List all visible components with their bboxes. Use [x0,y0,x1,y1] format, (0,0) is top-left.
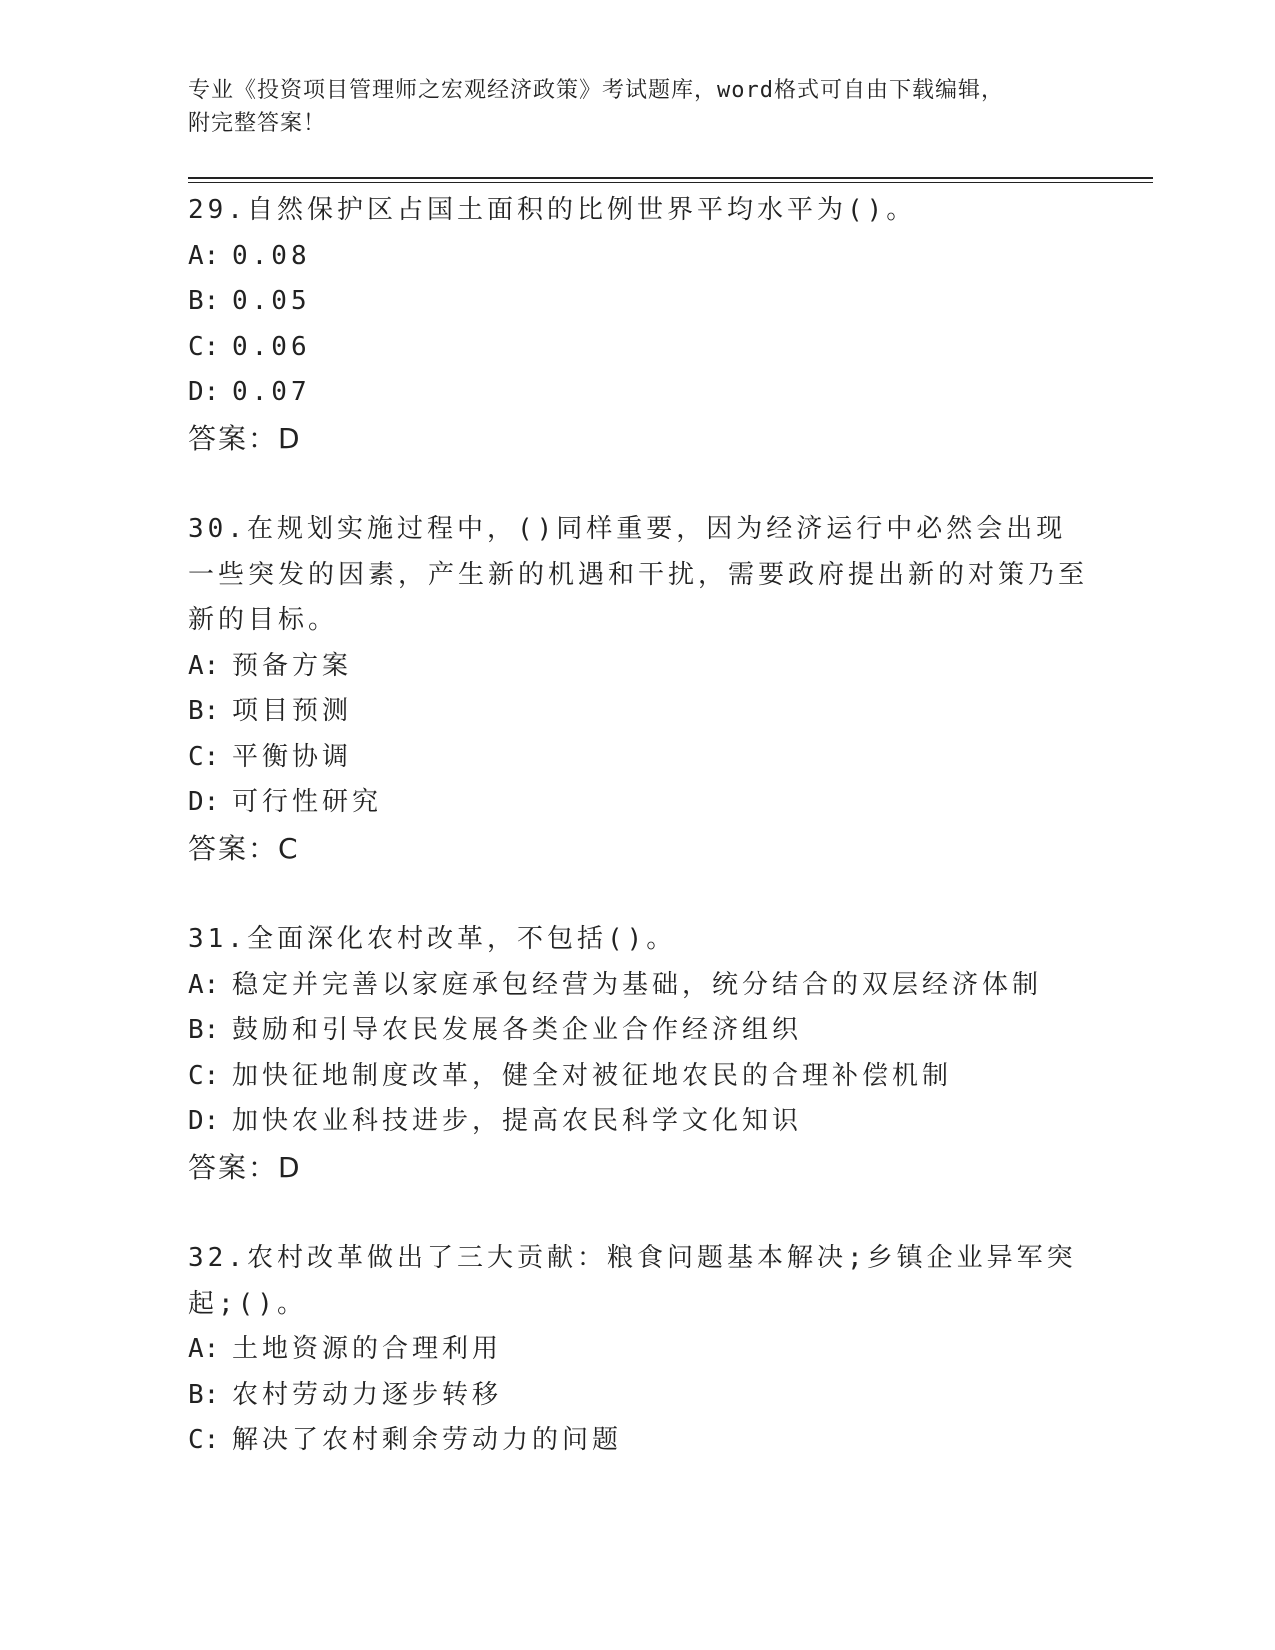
question-stem: 29.自然保护区占国土面积的比例世界平均水平为()。 [188,195,917,225]
question-31 [188,917,1088,1190]
option-text: 解决了农村剩余劳动力的问题 [232,1425,623,1455]
option-a [188,963,1088,1009]
option-label: A: [188,240,220,271]
option-text: 鼓励和引导农民发展各类企业合作经济组织 [232,1015,803,1045]
question-32 [188,1236,1088,1464]
option-c [188,735,1088,781]
option-text: 0.06 [232,331,311,362]
option-b [188,689,1088,735]
option-label: D: [188,1106,220,1136]
option-text: 土地资源的合理利用 [232,1334,503,1364]
header-line-2: 附完整答案！ [188,111,327,136]
option-a [188,234,1088,280]
option-label: C: [188,1060,220,1091]
option-text: 预备方案 [232,650,353,681]
option-label: B: [188,696,220,726]
document-header [188,74,1068,140]
option-text: 可行性研究 [232,787,383,817]
option-label: C: [188,741,220,772]
option-d [188,780,1088,826]
option-label: C: [188,331,220,362]
option-c [188,325,1088,371]
option-label: B: [188,1379,220,1410]
question-29 [188,188,1088,461]
question-stem: 30.在规划实施过程中，()同样重要，因为经济运行中必然会出现一些突发的因素，产生新的机遇和干扰，需要政府提出新的对策乃至新的目标。 [188,514,1089,635]
option-d [188,370,1088,416]
question-stem: 31.全面深化农村改革，不包括()。 [188,924,677,954]
option-label: D: [188,377,220,407]
question-30 [188,507,1088,871]
question-list [188,188,1088,1510]
option-label: A: [188,969,220,1000]
option-text: 0.05 [232,286,311,316]
answer-line: 答案：C [188,831,300,865]
option-text: 项目预测 [232,696,353,726]
header-line-1: 专业《投资项目管理师之宏观经济政策》考试题库，word格式可自由下载编辑， [188,78,1004,103]
option-c [188,1418,1088,1464]
question-stem: 32.农村改革做出了三大贡献：粮食问题基本解决;乡镇企业异军突起;()。 [188,1243,1077,1319]
option-text: 稳定并完善以家庭承包经营为基础，统分结合的双层经济体制 [232,969,1043,1000]
option-text: 加快征地制度改革，健全对被征地农民的合理补偿机制 [232,1060,953,1091]
option-label: B: [188,1015,220,1045]
option-label: A: [188,1334,220,1364]
option-label: B: [188,286,220,316]
answer-line: 答案：D [188,1150,302,1184]
option-c [188,1054,1088,1100]
option-text: 0.07 [232,377,311,407]
option-label: D: [188,787,220,817]
option-label: C: [188,1425,220,1455]
option-text: 0.08 [232,240,311,271]
option-b [188,279,1088,325]
option-text: 平衡协调 [232,741,353,772]
header-divider [188,177,1153,183]
option-text: 农村劳动力逐步转移 [232,1379,503,1410]
option-d [188,1099,1088,1145]
option-text: 加快农业科技进步，提高农民科学文化知识 [232,1106,803,1136]
option-b [188,1008,1088,1054]
option-a [188,644,1088,690]
option-b [188,1373,1088,1419]
option-a [188,1327,1088,1373]
option-label: A: [188,650,220,681]
answer-line: 答案：D [188,421,302,455]
